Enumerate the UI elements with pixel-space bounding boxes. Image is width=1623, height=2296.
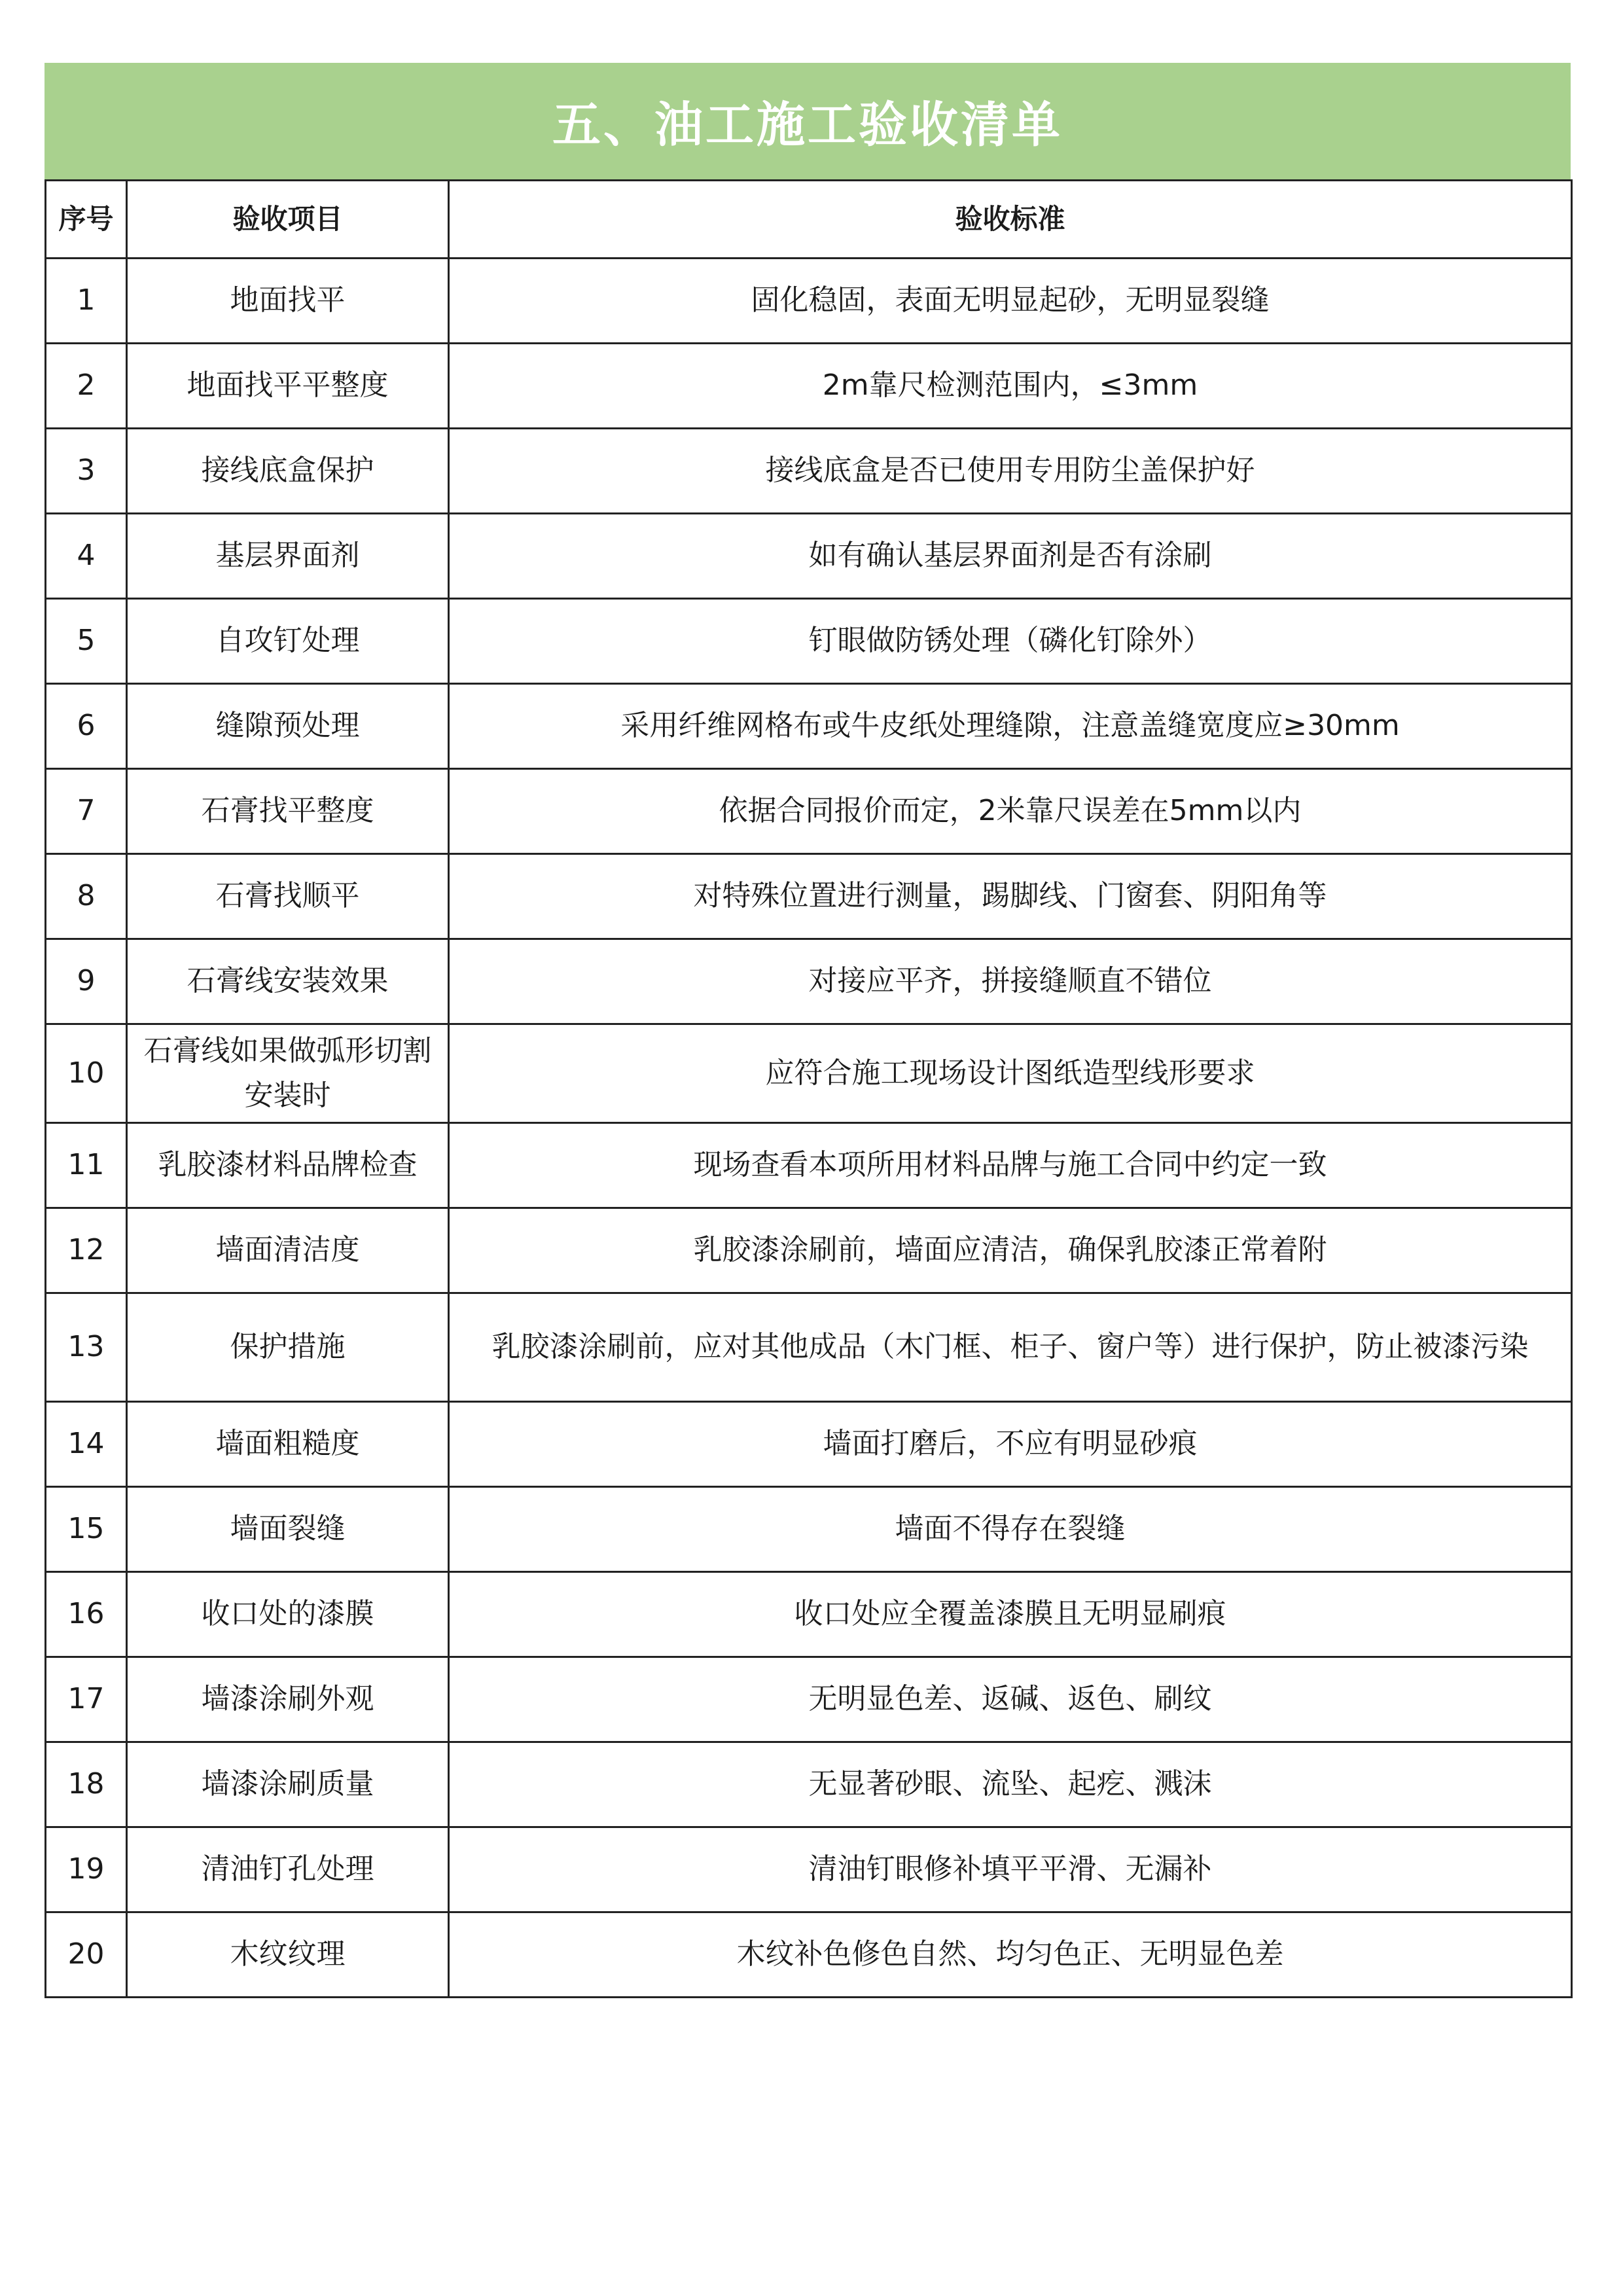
row-standard: 现场查看本项所用材料品牌与施工合同中约定一致 xyxy=(449,1123,1572,1208)
table-row xyxy=(46,599,1572,684)
row-no: 1 xyxy=(46,259,127,344)
row-standard: 木纹补色修色自然、均匀色正、无明显色差 xyxy=(449,1912,1572,1998)
row-item: 石膏找平整度 xyxy=(127,769,449,854)
table-row xyxy=(46,514,1572,599)
table-row xyxy=(46,769,1572,854)
row-standard: 无明显色差、返碱、返色、刷纹 xyxy=(449,1657,1572,1742)
row-no: 12 xyxy=(46,1208,127,1293)
row-item: 石膏找顺平 xyxy=(127,854,449,939)
table-row xyxy=(46,1572,1572,1657)
row-no: 5 xyxy=(46,599,127,684)
row-standard: 清油钉眼修补填平平滑、无漏补 xyxy=(449,1827,1572,1912)
row-no: 11 xyxy=(46,1123,127,1208)
row-item: 石膏线安装效果 xyxy=(127,939,449,1024)
row-item: 自攻钉处理 xyxy=(127,599,449,684)
row-standard: 钉眼做防锈处理（磷化钉除外） xyxy=(449,599,1572,684)
header-no: 序号 xyxy=(46,181,127,259)
row-standard: 墙面不得存在裂缝 xyxy=(449,1487,1572,1572)
row-no: 17 xyxy=(46,1657,127,1742)
row-standard: 应符合施工现场设计图纸造型线形要求 xyxy=(449,1024,1572,1123)
table-row xyxy=(46,259,1572,344)
row-item: 木纹纹理 xyxy=(127,1912,449,1998)
row-no: 16 xyxy=(46,1572,127,1657)
row-standard: 收口处应全覆盖漆膜且无明显刷痕 xyxy=(449,1572,1572,1657)
table-row xyxy=(46,344,1572,429)
row-item: 缝隙预处理 xyxy=(127,684,449,769)
row-standard: 对特殊位置进行测量，踢脚线、门窗套、阴阳角等 xyxy=(449,854,1572,939)
row-item: 乳胶漆材料品牌检查 xyxy=(127,1123,449,1208)
row-standard: 如有确认基层界面剂是否有涂刷 xyxy=(449,514,1572,599)
row-standard: 2m靠尺检测范围内，≤3mm xyxy=(449,344,1572,429)
table-row xyxy=(46,939,1572,1024)
row-item: 清油钉孔处理 xyxy=(127,1827,449,1912)
row-item: 墙面裂缝 xyxy=(127,1487,449,1572)
row-standard: 固化稳固，表面无明显起砂，无明显裂缝 xyxy=(449,259,1572,344)
row-no: 18 xyxy=(46,1742,127,1827)
acceptance-table xyxy=(45,179,1573,1998)
row-standard: 对接应平齐，拼接缝顺直不错位 xyxy=(449,939,1572,1024)
table-row xyxy=(46,854,1572,939)
table-row xyxy=(46,1123,1572,1208)
row-item: 基层界面剂 xyxy=(127,514,449,599)
row-no: 2 xyxy=(46,344,127,429)
row-item: 墙面清洁度 xyxy=(127,1208,449,1293)
page-title: 五、油工施工验收清单 xyxy=(45,63,1571,179)
row-no: 7 xyxy=(46,769,127,854)
row-no: 8 xyxy=(46,854,127,939)
row-item: 墙漆涂刷外观 xyxy=(127,1657,449,1742)
row-no: 6 xyxy=(46,684,127,769)
row-no: 9 xyxy=(46,939,127,1024)
table-row xyxy=(46,1402,1572,1487)
row-item: 石膏线如果做弧形切割安装时 xyxy=(127,1024,449,1123)
row-no: 19 xyxy=(46,1827,127,1912)
row-item: 保护措施 xyxy=(127,1293,449,1402)
table-row xyxy=(46,1024,1572,1123)
row-no: 15 xyxy=(46,1487,127,1572)
row-item: 墙漆涂刷质量 xyxy=(127,1742,449,1827)
row-standard: 依据合同报价而定，2米靠尺误差在5mm以内 xyxy=(449,769,1572,854)
table-row xyxy=(46,684,1572,769)
row-standard: 无显著砂眼、流坠、起疙、溅沫 xyxy=(449,1742,1572,1827)
table-row xyxy=(46,429,1572,514)
table-row xyxy=(46,1487,1572,1572)
row-no: 10 xyxy=(46,1024,127,1123)
header-item: 验收项目 xyxy=(127,181,449,259)
table-row xyxy=(46,1657,1572,1742)
row-item: 墙面粗糙度 xyxy=(127,1402,449,1487)
row-item: 收口处的漆膜 xyxy=(127,1572,449,1657)
header-standard: 验收标准 xyxy=(449,181,1572,259)
row-item: 接线底盒保护 xyxy=(127,429,449,514)
row-no: 14 xyxy=(46,1402,127,1487)
row-item: 地面找平 xyxy=(127,259,449,344)
checklist-sheet xyxy=(45,63,1571,1998)
row-standard: 接线底盒是否已使用专用防尘盖保护好 xyxy=(449,429,1572,514)
row-standard: 墙面打磨后，不应有明显砂痕 xyxy=(449,1402,1572,1487)
table-row xyxy=(46,1742,1572,1827)
row-standard: 乳胶漆涂刷前，应对其他成品（木门框、柜子、窗户等）进行保护，防止被漆污染 xyxy=(449,1293,1572,1402)
row-no: 3 xyxy=(46,429,127,514)
row-no: 20 xyxy=(46,1912,127,1998)
row-no: 13 xyxy=(46,1293,127,1402)
table-row xyxy=(46,1912,1572,1998)
table-header-row xyxy=(46,181,1572,259)
table-row xyxy=(46,1293,1572,1402)
row-no: 4 xyxy=(46,514,127,599)
row-standard: 采用纤维网格布或牛皮纸处理缝隙，注意盖缝宽度应≥30mm xyxy=(449,684,1572,769)
table-row xyxy=(46,1208,1572,1293)
row-item: 地面找平平整度 xyxy=(127,344,449,429)
table-row xyxy=(46,1827,1572,1912)
row-standard: 乳胶漆涂刷前，墙面应清洁，确保乳胶漆正常着附 xyxy=(449,1208,1572,1293)
